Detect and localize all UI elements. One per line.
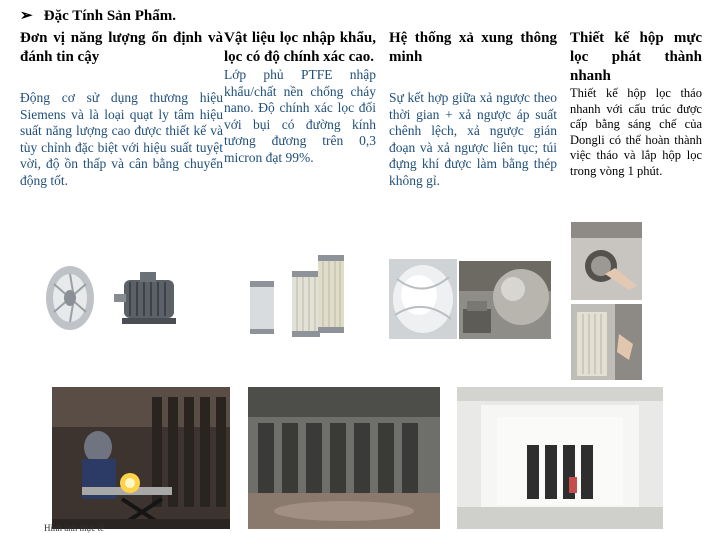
feature-description: Lớp phủ PTFE nhập khẩu/chất nền chống cháy nano. Độ chính xác lọc đối với bụi có đường kính tương đương trên 0,3 micron đạt 99%. [224, 67, 376, 165]
section-heading-text: Đặc Tính Sản Phẩm. [43, 8, 177, 24]
photo-caption: Hình ảnh thực tế [44, 523, 105, 533]
fan-impeller-photo [40, 262, 96, 334]
section-heading [20, 6, 176, 25]
feature-title: Thiết kế hộp mực lọc phát thành nhanh [570, 30, 702, 84]
filter-cartridges-photo [248, 253, 348, 339]
grinding-workstation-photo [52, 387, 230, 529]
filter-fibre-photo [389, 259, 457, 339]
feature-column-cartridge-design [570, 29, 702, 179]
feature-title: Đơn vị năng lượng ổn định và đánh tin cậy [20, 30, 223, 65]
cartridge-removal-photo-2 [571, 304, 642, 380]
dust-booth-interior-photo [248, 387, 440, 529]
feature-column-pulse-system [389, 29, 557, 189]
dust-booth-front-photo [457, 387, 663, 529]
feature-column-power-unit [20, 29, 223, 189]
arrow-bullet-icon: ➢ [20, 8, 33, 24]
feature-description: Sự kết hợp giữa xả ngược theo thời gian + xả ngược áp suất chênh lệch, xả ngược gián đoạn và xả ngược liên tục; túi đựng khí được làm bằng thép không gỉ. [389, 90, 557, 188]
feature-title: Hệ thống xả xung thông minh [389, 30, 557, 65]
feature-description: Thiết kế hộp lọc tháo nhanh với cấu trúc được cấp bằng sáng chế của Dongli có thể hoàn thành việc tháo và lắp hộp lọc trong vòng 1 phút. [570, 86, 702, 178]
stainless-air-bag-photo [459, 261, 551, 339]
siemens-motor-photo [110, 262, 188, 334]
feature-title: Vật liệu lọc nhập khẩu, lọc có độ chính xác cao. [224, 30, 376, 65]
feature-description: Động cơ sử dụng thương hiệu Siemens và là loại quạt ly tâm hiệu suất năng lượng cao được thiết kế và tùy chỉnh đặc biệt với hiệu suất tuyệt vời, độ ồn thấp và cân bằng chuyển động tốt. [20, 90, 223, 188]
feature-column-filter-material [224, 29, 376, 166]
cartridge-removal-photo-1 [571, 222, 642, 300]
